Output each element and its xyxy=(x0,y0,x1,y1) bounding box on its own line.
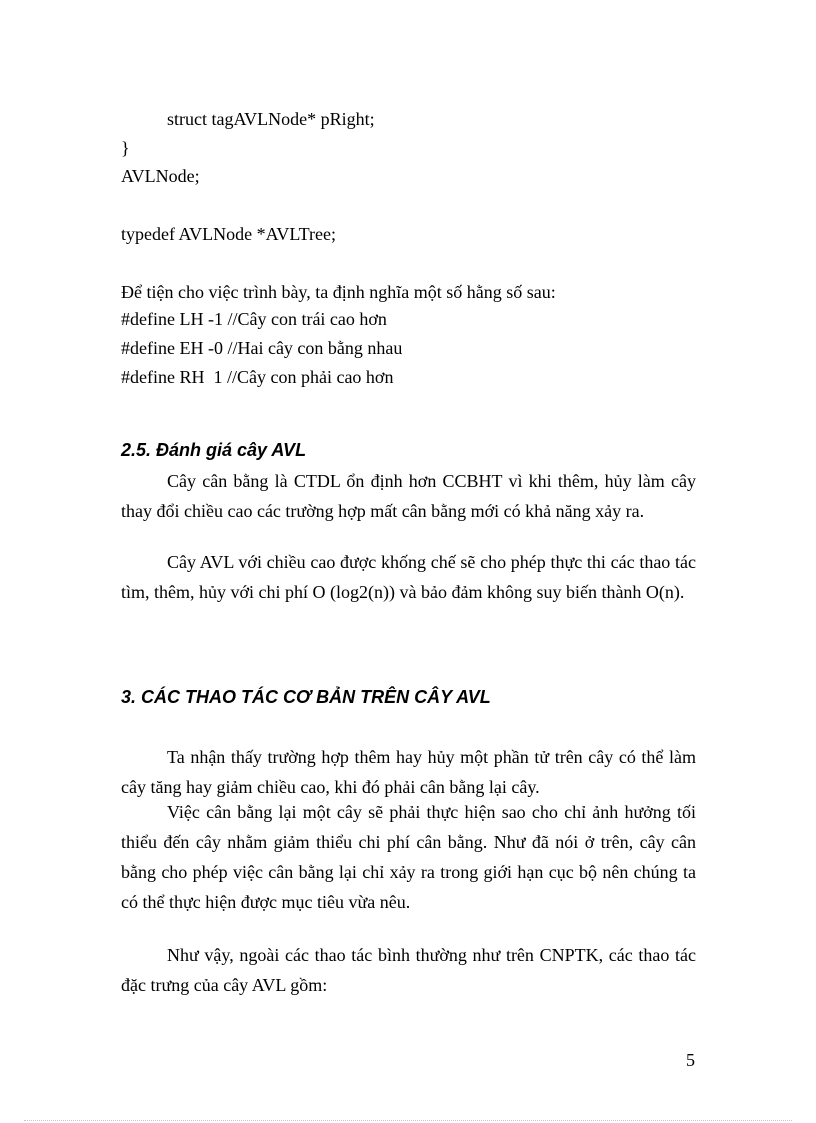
code-line-avlnode: AVLNode; xyxy=(121,166,200,186)
define-rh: #define RH 1 //Cây con phải cao hơn xyxy=(121,367,394,387)
section-3-paragraph-1: Ta nhận thấy trường hợp thêm hay hủy một phần tử trên cây có thể làm cây tăng hay giảm chiều cao, khi đó phải cân bằng lại cây. xyxy=(121,747,696,797)
footer-divider xyxy=(24,1120,792,1121)
section-3-paragraph-2: Việc cân bằng lại một cây sẽ phải thực hiện sao cho chỉ ảnh hưởng tối thiểu đến cây nhằm giảm thiểu chi phí cân bằng. Như đã nói ở trên, cây cân bằng cho phép việc cân bằng lại chỉ xảy ra trong giới hạn cục bộ nên chúng ta có thể thực hiện được mục tiêu vừa nêu. xyxy=(121,802,696,912)
section-2-5-paragraph-1: Cây cân bằng là CTDL ổn định hơn CCBHT vì khi thêm, hủy làm cây thay đổi chiều cao các trường hợp mất cân bằng mới có khả năng xảy ra. xyxy=(121,471,696,521)
section-3-paragraph-3: Như vậy, ngoài các thao tác bình thường như trên CNPTK, các thao tác đặc trưng của cây AVL gồm: xyxy=(121,945,696,995)
code-line-pright: struct tagAVLNode* pRight; xyxy=(167,109,375,129)
code-line-brace: } xyxy=(121,138,130,158)
section-3-heading: 3. CÁC THAO TÁC CƠ BẢN TRÊN CÂY AVL xyxy=(121,687,491,707)
define-eh: #define EH -0 //Hai cây con bằng nhau xyxy=(121,338,403,358)
section-2-5-heading: 2.5. Đánh giá cây AVL xyxy=(121,440,307,460)
code-line-typedef: typedef AVLNode *AVLTree; xyxy=(121,224,336,244)
define-lh: #define LH -1 //Cây con trái cao hơn xyxy=(121,309,387,329)
section-2-5-paragraph-2: Cây AVL với chiều cao được khống chế sẽ cho phép thực thi các thao tác tìm, thêm, hủy với chi phí O (log2(n)) và bảo đảm không suy biến thành O(n). xyxy=(121,552,696,602)
page-number: 5 xyxy=(686,1050,695,1070)
constants-intro: Để tiện cho việc trình bày, ta định nghĩa một số hằng số sau: xyxy=(121,282,556,302)
